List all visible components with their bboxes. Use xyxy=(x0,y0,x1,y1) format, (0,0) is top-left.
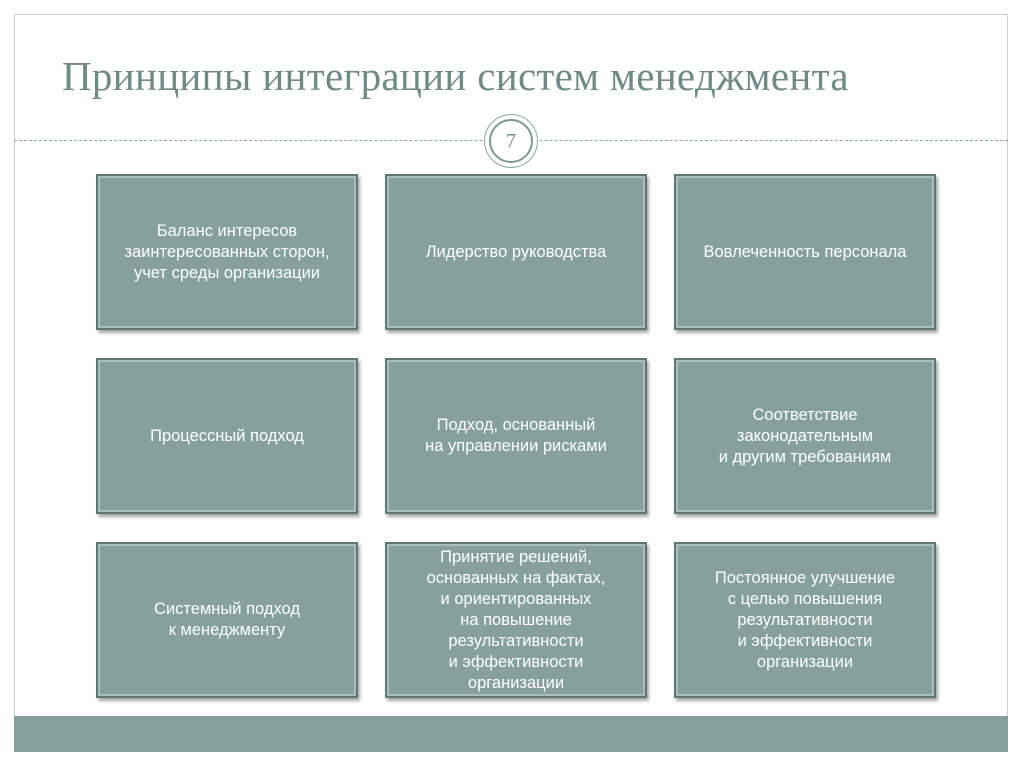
page-number: 7 xyxy=(489,119,533,163)
slide-title: Принципы интеграции систем менеджмента xyxy=(62,53,849,99)
principle-box-process-approach: Процессный подход xyxy=(96,358,358,514)
principle-box-leadership: Лидерство руководства xyxy=(385,174,647,330)
principle-box-engagement: Вовлеченность персонала xyxy=(674,174,936,330)
principle-box-continual-improvement: Постоянное улучшение с целью повышения результативности и эффективности организации xyxy=(674,542,936,698)
footer-bar xyxy=(14,716,1008,752)
principle-box-risk-based: Подход, основанный на управлении рисками xyxy=(385,358,647,514)
page-number-badge xyxy=(484,114,538,168)
principle-box-stakeholder-balance: Баланс интересов заинтересованных сторон, учет среды организации xyxy=(96,174,358,330)
principle-box-compliance: Соответствие законодательным и другим требованиям xyxy=(674,358,936,514)
principle-box-system-approach: Системный подход к менеджменту xyxy=(96,542,358,698)
principle-box-evidence-decisions: Принятие решений, основанных на фактах, и ориентированных на повышение результативности и эффективности организации xyxy=(385,542,647,698)
